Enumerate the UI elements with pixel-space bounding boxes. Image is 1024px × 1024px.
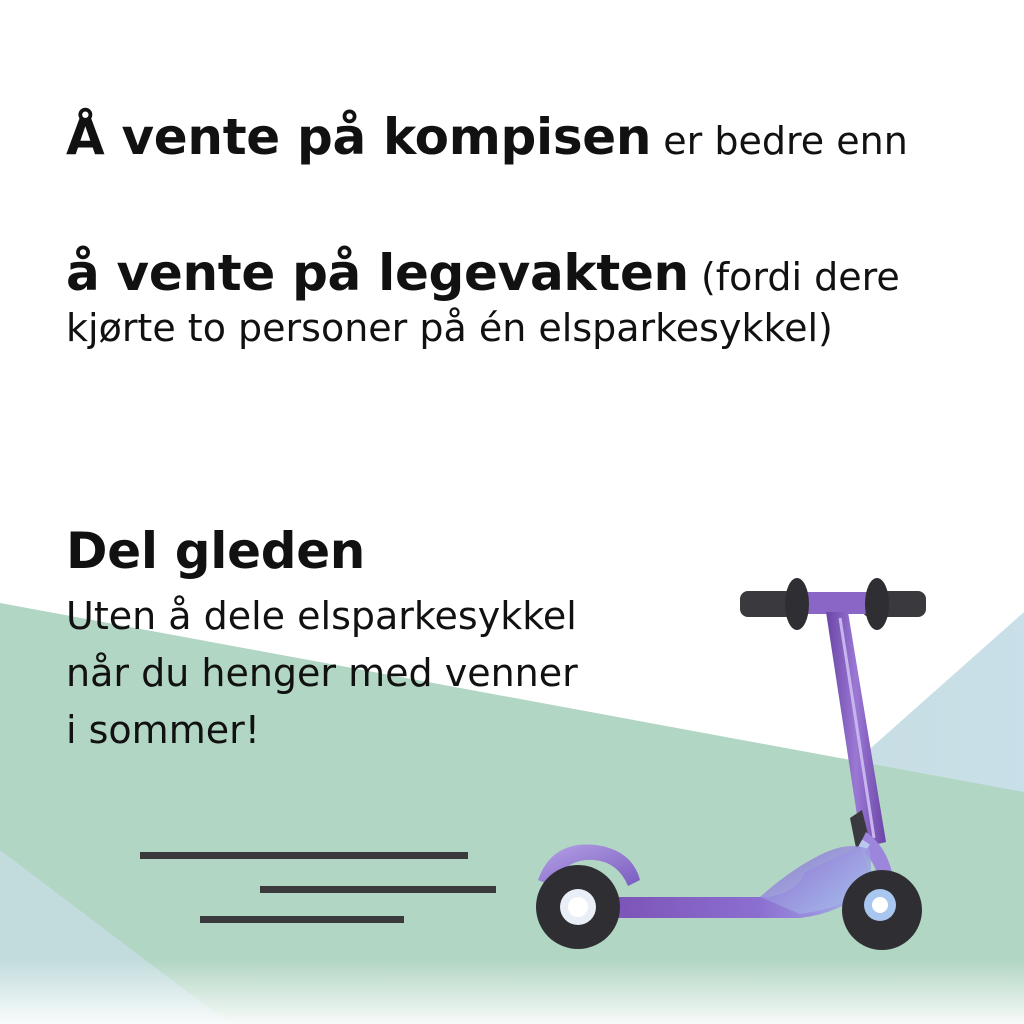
headline-line-3	[66, 306, 833, 350]
motion-line-3	[200, 916, 404, 923]
cta-body-line-3: i sommer!	[66, 708, 260, 752]
headline-line-1-normal: er bedre enn	[651, 119, 908, 163]
motion-line-2	[260, 886, 496, 893]
handlebar-collar-left	[785, 578, 809, 630]
cta-title: Del gleden	[66, 522, 366, 580]
rear-wheel-axle	[568, 897, 588, 917]
handlebar-collar-right	[865, 578, 889, 630]
cta-body-line-1: Uten å dele elsparkesykkel	[66, 594, 577, 638]
electric-scooter-icon	[520, 560, 950, 980]
headline-line-3-text: kjørte to personer på én elsparkesykkel)	[66, 306, 833, 350]
motion-line-1	[140, 852, 468, 859]
cta-body-line-2: når du henger med venner	[66, 651, 578, 695]
headline-line-1-bold: Å vente på kompisen	[66, 108, 652, 166]
headline-line-2	[66, 244, 900, 302]
front-wheel-axle	[872, 897, 888, 913]
headline-line-1	[66, 108, 908, 166]
headline-line-2-normal: (fordi dere	[688, 255, 900, 299]
headline-line-2-bold: å vente på legevakten	[66, 244, 689, 302]
